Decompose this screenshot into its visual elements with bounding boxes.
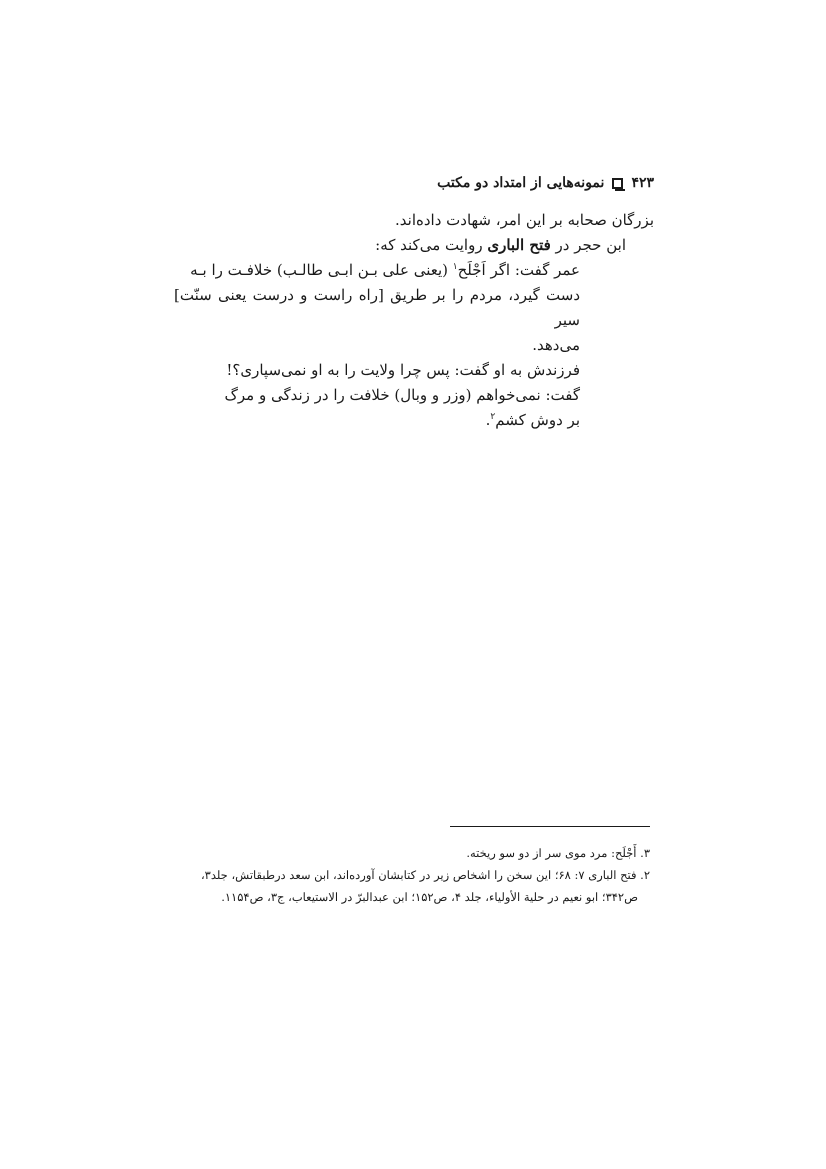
page-number: ۴۲۳ <box>631 175 654 191</box>
running-header <box>174 172 654 194</box>
quote-line-4: فرزندش به او گفت: پس چرا ولایت را به او نمی‌سپاری؟! <box>226 361 580 379</box>
square-bullet-icon <box>612 178 623 189</box>
paragraph-2: ابن حجر در فتح الباری روایت می‌کند که: <box>375 236 626 254</box>
footnote-ref-1: ۱ <box>452 262 458 272</box>
quote-line-1: عمر گفت: اگر اَجْلَح$^۱$ (یعنی علی بـن ابـی طالـب) خلافـت را بـه <box>190 261 580 279</box>
footnotes <box>170 842 650 908</box>
footnote-2: ۲. فتح الباری ۷: ۶۸؛ این سخن را اشخاص زیر در کتابشان آورده‌اند، ابن سعد درطبقاتش، جلد۳، <box>200 868 650 882</box>
footnote-1: ۳. أَجْلَح: مرد موی سر از دو سو ریخته. <box>466 846 650 860</box>
chapter-title: نمونه‌هایی از امتداد دو مکتب <box>437 175 605 191</box>
footnote-2-continued: ص۳۴۲؛ ابو نعیم در حلیة الأولیاء، جلد ۴، ص۱۵۲؛ ابن عبدالبرّ در الاستیعاب، ج۳، ص۱۱۵۴. <box>221 890 638 904</box>
paragraph-1: بزرگان صحابه بر این امر، شهادت داده‌اند. <box>395 211 654 229</box>
quote-line-3: می‌دهد. <box>532 336 580 354</box>
book-title-bold: فتح الباری <box>487 236 551 254</box>
quote-line-5: گفت: نمی‌خواهم (وزر و وبال) خلافت را در زندگی و مرگ <box>224 386 580 404</box>
quote-line-2: دست گیرد، مردم را بر طریق [راه راست و درست یعنی سنّت] سیر <box>174 286 580 329</box>
quote-line-6: بر دوش کشم$^۲$. <box>485 411 580 429</box>
main-text <box>174 208 654 433</box>
footnote-divider <box>450 826 650 827</box>
footnote-ref-2: ۲ <box>490 412 496 422</box>
quoted-narration <box>174 258 654 433</box>
